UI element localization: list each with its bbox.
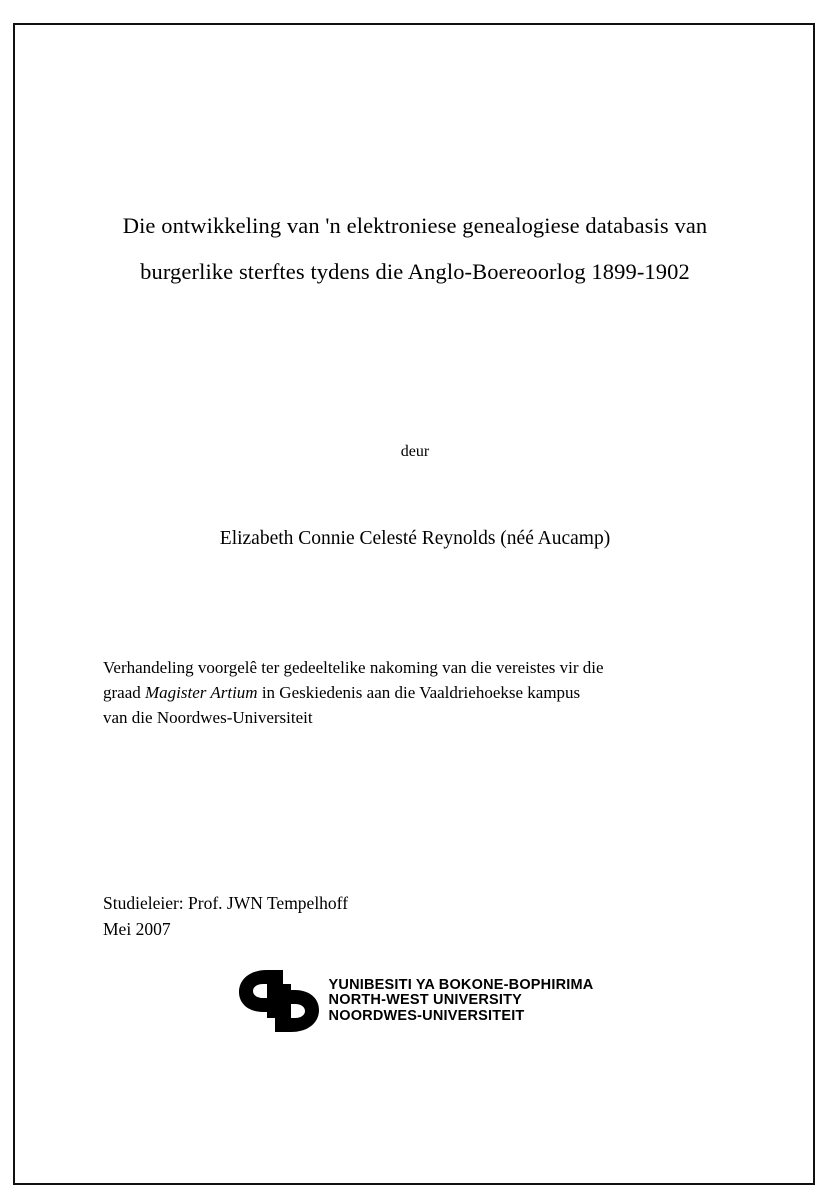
- degree-statement-line-1: Verhandeling voorgelê ter gedeeltelike nakoming van die vereistes vir die: [103, 658, 604, 677]
- logo-text-block: [329, 978, 594, 1025]
- author-name: Elizabeth Connie Celesté Reynolds (néé Aucamp): [219, 528, 611, 549]
- nwu-logo-mark-icon: [237, 968, 321, 1034]
- thesis-title: [100, 203, 730, 295]
- degree-statement-line-2: [103, 680, 728, 705]
- title-line-1: Die ontwikkeling van 'n elektroniese genealogiese databasis van: [122, 213, 708, 238]
- logo-text-line-2: NORTH-WEST UNIVERSITY: [328, 992, 523, 1009]
- supervisor-block: [103, 890, 603, 942]
- date-line: Mei 2007: [103, 919, 171, 939]
- title-page-content: [100, 23, 730, 1185]
- logo-group: [237, 968, 594, 1034]
- by-label: deur: [400, 443, 430, 460]
- degree-name-italic: Magister Artium: [145, 683, 258, 702]
- logo-text-line-1: YUNIBESITI YA BOKONE-BOPHIRIMA: [328, 976, 594, 993]
- title-line-2: burgerlike sterftes tydens die Anglo-Boereoorlog 1899-1902: [140, 259, 690, 284]
- university-logo: [100, 968, 730, 1034]
- degree-statement-line-2-suffix: in Geskiedenis aan die Vaaldriehoekse kampus: [257, 683, 581, 702]
- logo-text-line-3: NOORDWES-UNIVERSITEIT: [328, 1007, 525, 1024]
- degree-statement: [103, 655, 728, 730]
- supervisor-line: Studieleier: Prof. JWN Tempelhoff: [103, 893, 349, 913]
- degree-statement-line-2-prefix: graad: [103, 683, 146, 702]
- degree-statement-line-3: van die Noordwes-Universiteit: [103, 708, 313, 727]
